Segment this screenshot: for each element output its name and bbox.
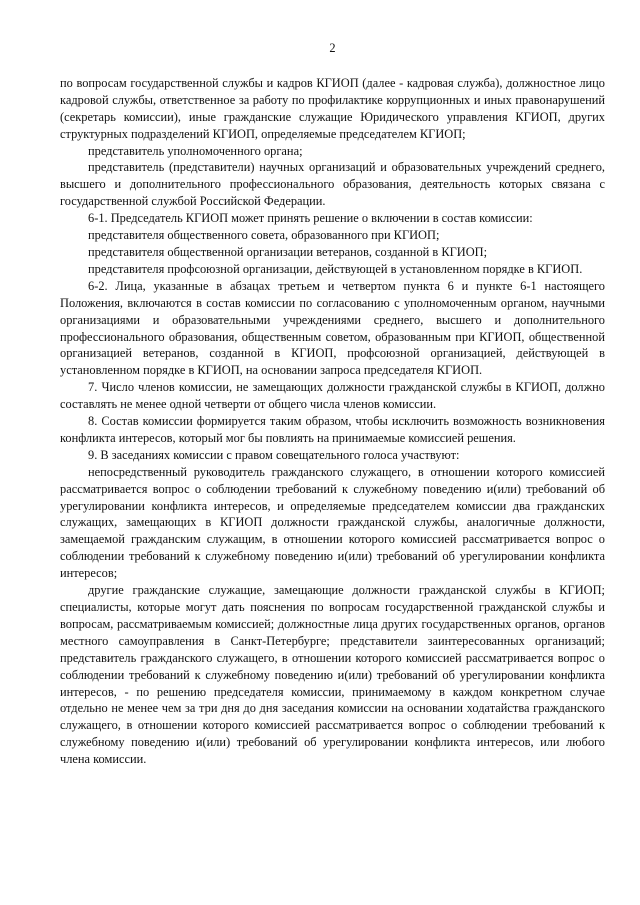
- document-page: [60, 40, 605, 768]
- paragraph: представителя профсоюзной организации, действующей в установленном порядке в КГИОП.: [88, 261, 583, 276]
- paragraph: представитель (представители) научных организаций и образовательных учреждений среднего, высшего и дополнительного профессионального образования, деятельность которых связана с государственной службой Российской Федерации.: [60, 160, 605, 209]
- paragraph: 9. В заседаниях комиссии с правом совещательного голоса участвуют:: [88, 447, 460, 462]
- page-number: 2: [329, 41, 336, 55]
- paragraph: другие гражданские служащие, замещающие должности гражданской службы в КГИОП; специалисты, которые могут дать пояснения по вопросам государственной гражданской службы и вопросам, рассматриваемым комиссией; должностные лица других государственных органов, органов местного самоуправления в Санкт-Петербурге; представители заинтересованных организаций; представитель гражданского служащего, в отношении которого комиссией рассматривается вопрос о соблюдении требований к служебному поведению и(или) требований об урегулировании конфликта интересов, - по решению председателя комиссии, принимаемому в каждом конкретном случае отдельно не менее чем за три дня до дня заседания комиссии на основании ходатайства гражданского служащего, в отношении которого комиссией рассматривается вопрос о соблюдении требований к служебному поведению и(или) требований об урегулировании конфликта интересов, или любого члена комиссии.: [60, 583, 605, 767]
- paragraph: 8. Состав комиссии формируется таким образом, чтобы исключить возможность возникновения конфликта интересов, который мог бы повлиять на принимаемые комиссией решения.: [60, 414, 605, 445]
- paragraph: непосредственный руководитель гражданского служащего, в отношении которого комиссией рассматривается вопрос о соблюдении требований к служебному поведению и(или) требований об урегулировании конфликта интересов, и определяемые председателем комиссии два гражданских служащих, замещающих в КГИОП должности гражданской службы, аналогичные должности, замещаемой гражданским служащим, в отношении которого комиссией рассматривается вопрос о соблюдении требований к служебному поведению и(или) требований об урегулировании конфликта интересов;: [60, 464, 605, 581]
- paragraph: по вопросам государственной службы и кадров КГИОП (далее - кадровая служба), должностное лицо кадровой службы, ответственное за работу по профилактике коррупционных и иных правонарушений (секретарь комиссии), иные гражданские служащие Юридического управления КГИОП, других структурных подразделений КГИОП, определяемые председателем КГИОП;: [60, 75, 605, 141]
- paragraph: представитель уполномоченного органа;: [88, 143, 303, 158]
- paragraph: 6-2. Лица, указанные в абзацах третьем и четвертом пункта 6 и пункте 6-1 настоящего Положения, включаются в состав комиссии по согласованию с уполномоченным органом, научными организациями и образовательными учреждениями среднего, высшего и дополнительного профессионального образования, общественным советом, образованным при КГИОП, общественной организацией ветеранов, созданной в КГИОП, профсоюзной организацией, действующей в установленном порядке в КГИОП, на основании запроса председателя КГИОП.: [60, 278, 605, 378]
- paragraph: 6-1. Председатель КГИОП может принять решение о включении в состав комиссии:: [88, 211, 533, 226]
- paragraph: 7. Число членов комиссии, не замещающих должности гражданской службы в КГИОП, должно составлять не менее одной четверти от общего числа членов комиссии.: [60, 380, 605, 412]
- paragraph: представителя общественного совета, образованного при КГИОП;: [88, 228, 440, 243]
- paragraph: представителя общественной организации ветеранов, созданной в КГИОП;: [88, 244, 488, 259]
- document-body: [60, 75, 605, 768]
